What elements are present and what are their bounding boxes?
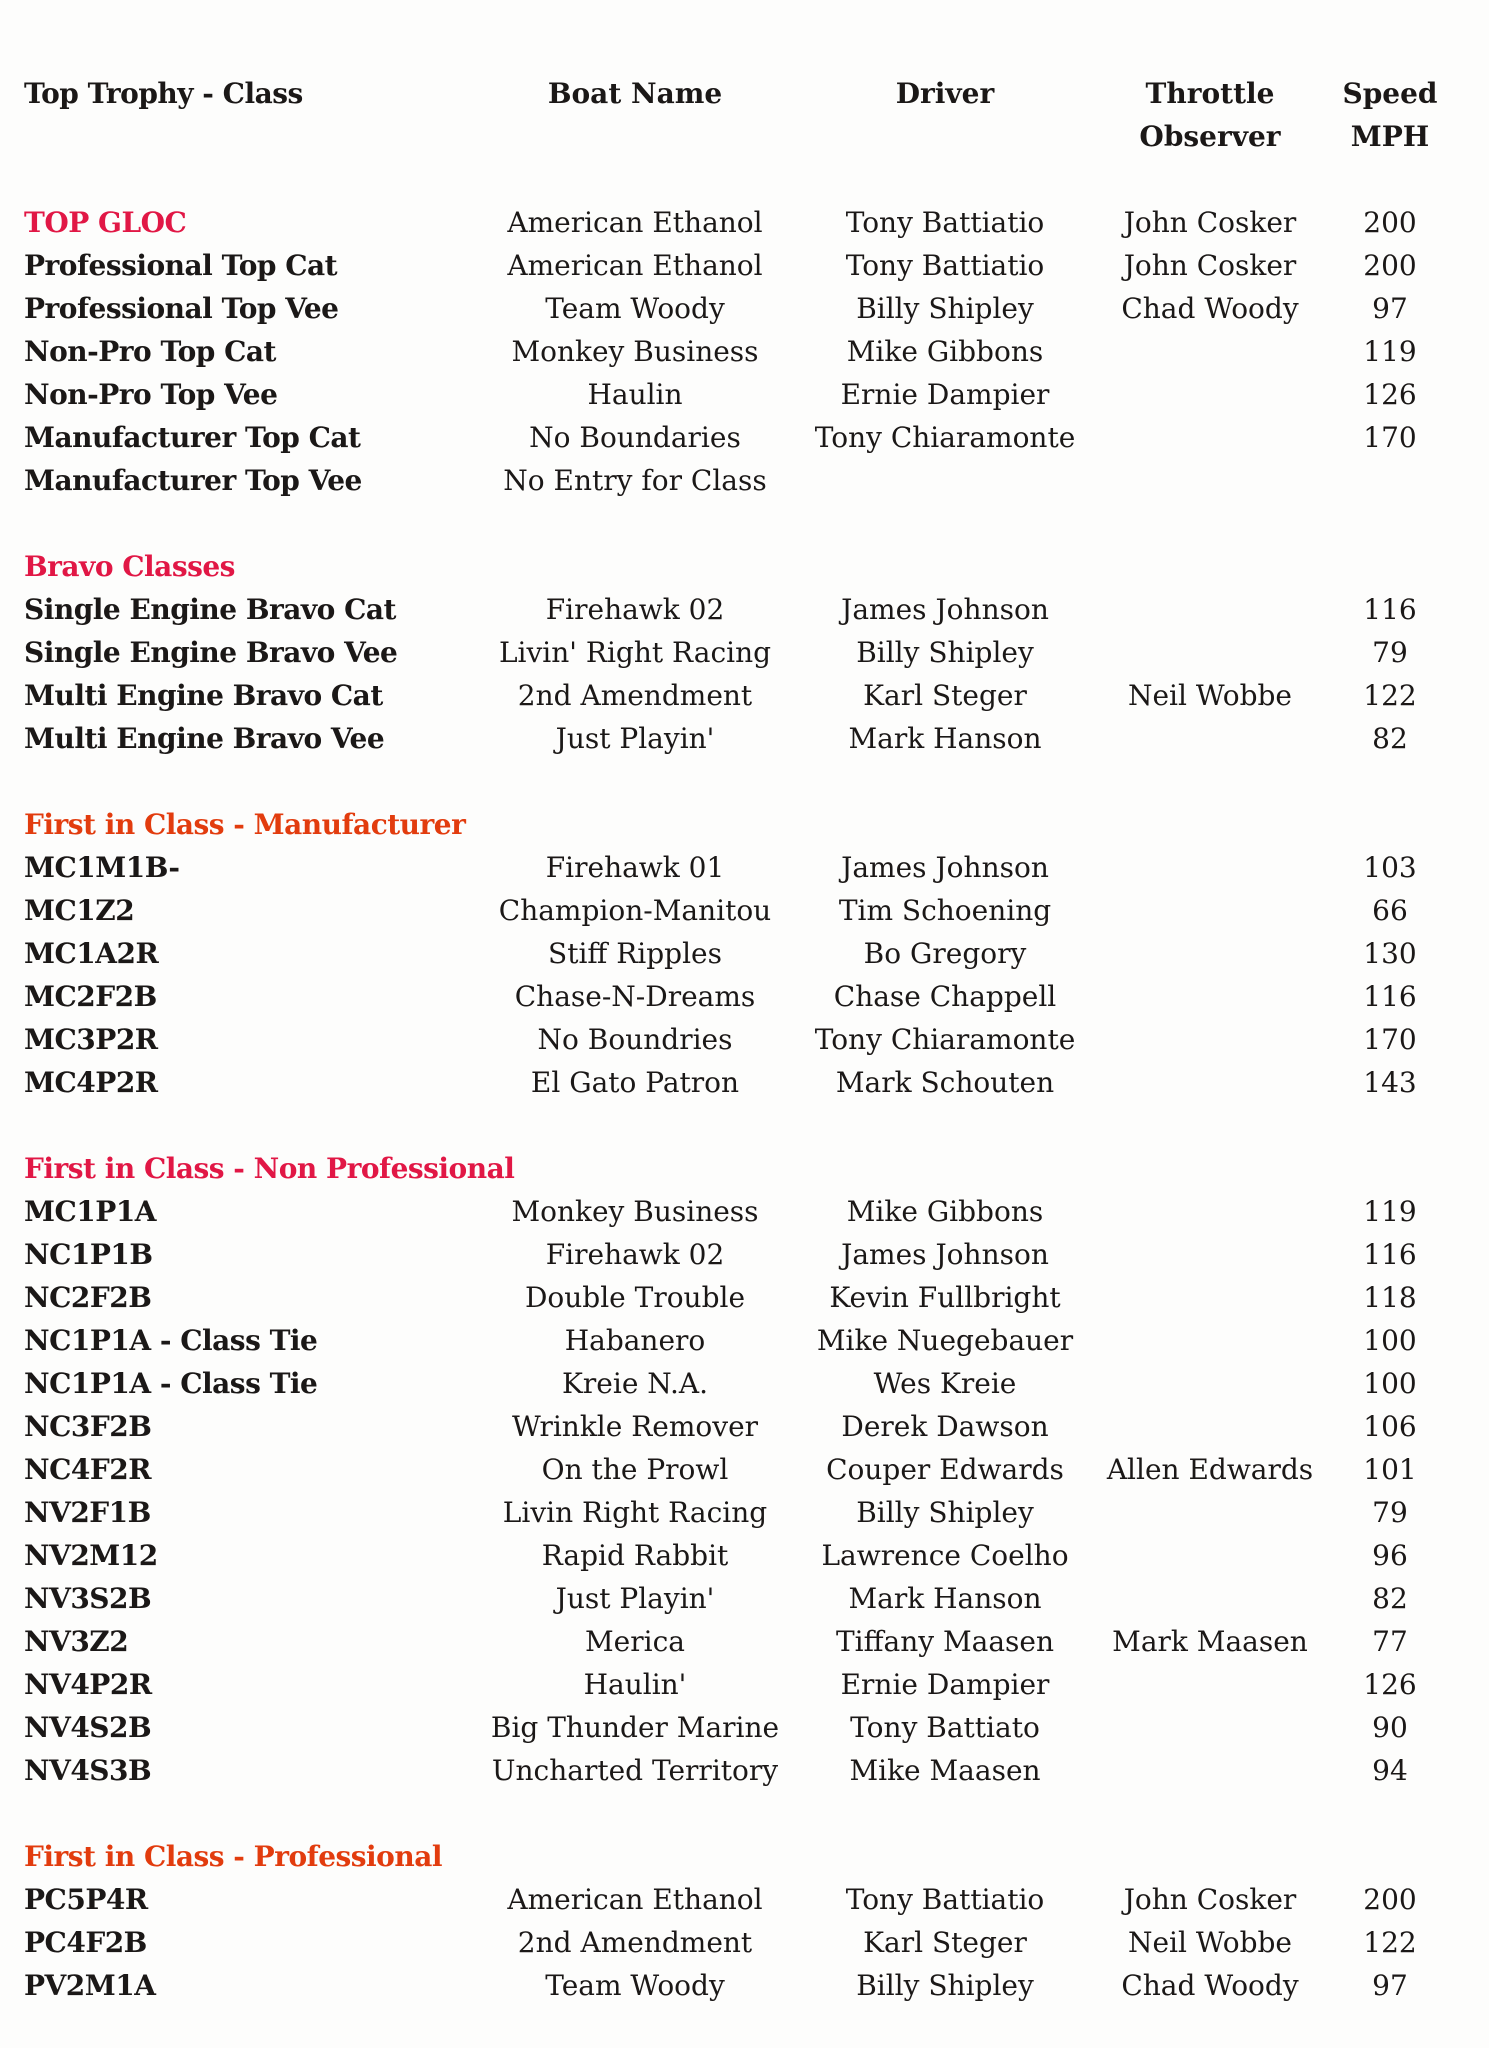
- section-title: First in Class - Non Professional: [24, 1152, 515, 1185]
- row-speed-mph: 116: [1363, 1238, 1417, 1271]
- row-class-label: NV2M12: [24, 1539, 158, 1572]
- row-class-label: Multi Engine Bravo Cat: [24, 679, 383, 712]
- row-driver-name: Mike Maasen: [849, 1754, 1041, 1787]
- row-boat-name: Champion-Manitou: [498, 894, 772, 927]
- row-boat-name: 2nd Amendment: [517, 1926, 753, 1959]
- row-boat-name: El Gato Patron: [530, 1066, 740, 1099]
- section-title: First in Class - Manufacturer: [24, 808, 466, 841]
- row-boat-name: Team Woody: [545, 1969, 725, 2002]
- row-class-label: NV4S3B: [24, 1754, 152, 1787]
- row-boat-name: Habanero: [564, 1324, 706, 1357]
- row-speed-mph: 97: [1372, 292, 1408, 325]
- header-speed-label: Speed: [1342, 77, 1438, 110]
- section-rows: [0, 588, 1489, 760]
- row-boat-name: Firehawk 02: [545, 1238, 725, 1271]
- row-class-label: PC5P4R: [24, 1883, 148, 1916]
- row-speed-mph: 170: [1363, 421, 1417, 454]
- results-section: [0, 201, 1489, 502]
- row-class-label: NC2F2B: [24, 1281, 152, 1314]
- row-speed-mph: 130: [1363, 937, 1417, 970]
- row-speed-mph: 122: [1363, 1926, 1417, 1959]
- row-speed-mph: 118: [1363, 1281, 1417, 1314]
- header-mph-label: MPH: [1350, 120, 1430, 153]
- row-speed-mph: 96: [1372, 1539, 1408, 1572]
- header-boat-label: Boat Name: [547, 77, 723, 110]
- row-driver-name: Kevin Fullbright: [829, 1281, 1061, 1314]
- table-row: [0, 1233, 1489, 1276]
- row-driver-name: James Johnson: [841, 1238, 1049, 1271]
- row-boat-name: Team Woody: [545, 292, 725, 325]
- section-rows: [0, 846, 1489, 1104]
- row-speed-mph: 82: [1372, 722, 1408, 755]
- section-title: First in Class - Professional: [24, 1840, 442, 1873]
- row-class-label: NC3F2B: [24, 1410, 152, 1443]
- table-row: [0, 846, 1489, 889]
- row-driver-name: Mike Nuegebauer: [816, 1324, 1074, 1357]
- row-boat-name: Stiff Ripples: [548, 937, 722, 970]
- row-class-label: Professional Top Vee: [24, 292, 339, 325]
- table-row: [0, 459, 1489, 502]
- row-boat-name: Just Playin': [555, 1582, 715, 1615]
- row-class-label: NV2F1B: [24, 1496, 151, 1529]
- row-class-label: NV4S2B: [24, 1711, 152, 1744]
- row-boat-name: Big Thunder Marine: [490, 1711, 780, 1744]
- results-section: [0, 803, 1489, 1104]
- section-title: Bravo Classes: [24, 550, 235, 583]
- row-boat-name: American Ethanol: [507, 1883, 763, 1916]
- row-boat-name: No Entry for Class: [503, 464, 767, 497]
- results-section: [0, 545, 1489, 760]
- table-row: [0, 1190, 1489, 1233]
- table-header-line1: [0, 72, 1489, 115]
- row-driver-name: Tony Battiatio: [845, 1883, 1045, 1916]
- table-row: [0, 889, 1489, 932]
- table-row: [0, 1448, 1489, 1491]
- row-boat-name: Kreie N.A.: [561, 1367, 709, 1400]
- row-driver-name: James Johnson: [841, 593, 1049, 626]
- table-row: [0, 1577, 1489, 1620]
- results-section: [0, 1835, 1489, 2007]
- row-driver-name: Ernie Dampier: [840, 378, 1050, 411]
- row-speed-mph: 66: [1372, 894, 1408, 927]
- row-boat-name: Livin Right Racing: [502, 1496, 768, 1529]
- row-throttle-observer: Chad Woody: [1121, 1969, 1299, 2002]
- row-speed-mph: 143: [1363, 1066, 1417, 1099]
- table-row: [0, 932, 1489, 975]
- table-row: [0, 674, 1489, 717]
- row-class-label: NC1P1A - Class Tie: [24, 1324, 318, 1357]
- row-boat-name: 2nd Amendment: [517, 679, 753, 712]
- row-boat-name: Firehawk 02: [545, 593, 725, 626]
- row-speed-mph: 103: [1363, 851, 1417, 884]
- row-speed-mph: 126: [1363, 1668, 1417, 1701]
- results-sections: [0, 201, 1489, 2007]
- row-driver-name: Billy Shipley: [856, 1496, 1034, 1529]
- row-speed-mph: 116: [1363, 980, 1417, 1013]
- table-row: [0, 1319, 1489, 1362]
- table-row: [0, 244, 1489, 287]
- row-class-label: MC1P1A: [24, 1195, 157, 1228]
- row-class-label: Manufacturer Top Cat: [24, 421, 361, 454]
- row-speed-mph: 106: [1363, 1410, 1417, 1443]
- row-class-label: NV3S2B: [24, 1582, 152, 1615]
- row-speed-mph: 90: [1372, 1711, 1408, 1744]
- row-class-label: PC4F2B: [24, 1926, 147, 1959]
- row-speed-mph: 116: [1363, 593, 1417, 626]
- row-speed-mph: 122: [1363, 679, 1417, 712]
- row-throttle-observer: John Cosker: [1123, 249, 1297, 282]
- row-driver-name: James Johnson: [841, 851, 1049, 884]
- row-class-label: TOP GLOC: [24, 206, 187, 239]
- row-class-label: Professional Top Cat: [24, 249, 338, 282]
- table-row: [0, 1534, 1489, 1577]
- row-class-label: MC2F2B: [24, 980, 157, 1013]
- row-speed-mph: 126: [1363, 378, 1417, 411]
- row-driver-name: Billy Shipley: [856, 292, 1034, 325]
- table-row: [0, 631, 1489, 674]
- row-speed-mph: 97: [1372, 1969, 1408, 2002]
- table-row: [0, 1749, 1489, 1792]
- row-boat-name: Chase-N-Dreams: [514, 980, 756, 1013]
- row-class-label: NV4P2R: [24, 1668, 152, 1701]
- row-boat-name: Wrinkle Remover: [511, 1410, 759, 1443]
- row-speed-mph: 82: [1372, 1582, 1408, 1615]
- table-row: [0, 1663, 1489, 1706]
- table-row: [0, 287, 1489, 330]
- row-boat-name: Firehawk 01: [545, 851, 725, 884]
- header-throttle-label: Throttle: [1145, 77, 1275, 110]
- row-driver-name: Chase Chappell: [833, 980, 1057, 1013]
- row-driver-name: Tiffany Maasen: [836, 1625, 1054, 1658]
- row-boat-name: On the Prowl: [541, 1453, 729, 1486]
- row-class-label: MC4P2R: [24, 1066, 158, 1099]
- row-driver-name: Mike Gibbons: [846, 1195, 1044, 1228]
- results-section: [0, 1147, 1489, 1792]
- table-row: [0, 717, 1489, 760]
- table-row: [0, 1276, 1489, 1319]
- row-boat-name: Double Trouble: [524, 1281, 746, 1314]
- row-throttle-observer: John Cosker: [1123, 1883, 1297, 1916]
- table-row: [0, 330, 1489, 373]
- row-speed-mph: 79: [1372, 636, 1408, 669]
- row-speed-mph: 200: [1363, 249, 1417, 282]
- row-throttle-observer: Mark Maasen: [1112, 1625, 1308, 1658]
- row-speed-mph: 79: [1372, 1496, 1408, 1529]
- section-rows: [0, 201, 1489, 502]
- row-speed-mph: 170: [1363, 1023, 1417, 1056]
- row-class-label: NC1P1B: [24, 1238, 153, 1271]
- row-class-label: PV2M1A: [24, 1969, 156, 2002]
- row-boat-name: Monkey Business: [511, 1195, 759, 1228]
- header-driver-label: Driver: [895, 77, 995, 110]
- row-throttle-observer: Neil Wobbe: [1127, 1926, 1293, 1959]
- row-speed-mph: 119: [1363, 1195, 1417, 1228]
- table-row: [0, 1620, 1489, 1663]
- row-class-label: Multi Engine Bravo Vee: [24, 722, 385, 755]
- table-row: [0, 1491, 1489, 1534]
- row-driver-name: Bo Gregory: [863, 937, 1027, 970]
- row-speed-mph: 200: [1363, 1883, 1417, 1916]
- row-throttle-observer: Chad Woody: [1121, 292, 1299, 325]
- row-boat-name: American Ethanol: [507, 206, 763, 239]
- row-boat-name: No Boundaries: [529, 421, 741, 454]
- row-speed-mph: 200: [1363, 206, 1417, 239]
- row-driver-name: Tim Schoening: [838, 894, 1052, 927]
- row-boat-name: No Boundries: [537, 1023, 733, 1056]
- row-driver-name: Tony Chiaramonte: [814, 421, 1076, 454]
- row-speed-mph: 100: [1363, 1367, 1417, 1400]
- row-driver-name: Karl Steger: [863, 1926, 1027, 1959]
- table-row: [0, 1921, 1489, 1964]
- row-class-label: NC1P1A - Class Tie: [24, 1367, 318, 1400]
- row-class-label: Non-Pro Top Cat: [24, 335, 276, 368]
- row-boat-name: Monkey Business: [511, 335, 759, 368]
- row-class-label: MC1A2R: [24, 937, 159, 970]
- row-driver-name: Lawrence Coelho: [821, 1539, 1069, 1572]
- table-row: [0, 1878, 1489, 1921]
- table-row: [0, 1018, 1489, 1061]
- table-row: [0, 1405, 1489, 1448]
- row-boat-name: Livin' Right Racing: [498, 636, 772, 669]
- table-row: [0, 1061, 1489, 1104]
- row-class-label: NV3Z2: [24, 1625, 129, 1658]
- section-rows: [0, 1190, 1489, 1792]
- row-class-label: Single Engine Bravo Cat: [24, 593, 396, 626]
- row-driver-name: Wes Kreie: [873, 1367, 1017, 1400]
- row-boat-name: Just Playin': [555, 722, 715, 755]
- table-row: [0, 1964, 1489, 2007]
- row-class-label: MC3P2R: [24, 1023, 158, 1056]
- table-row: [0, 588, 1489, 631]
- row-speed-mph: 119: [1363, 335, 1417, 368]
- row-class-label: Manufacturer Top Vee: [24, 464, 362, 497]
- row-driver-name: Mark Hanson: [848, 1582, 1042, 1615]
- row-driver-name: Couper Edwards: [826, 1453, 1064, 1486]
- table-row: [0, 416, 1489, 459]
- header-class-label: Top Trophy - Class: [24, 77, 303, 110]
- row-driver-name: Billy Shipley: [856, 1969, 1034, 2002]
- row-class-label: MC1Z2: [24, 894, 135, 927]
- row-driver-name: Tony Battiato: [850, 1711, 1040, 1744]
- row-driver-name: Derek Dawson: [841, 1410, 1049, 1443]
- row-boat-name: Merica: [585, 1625, 685, 1658]
- row-boat-name: Haulin: [587, 378, 683, 411]
- table-row: [0, 1706, 1489, 1749]
- row-driver-name: Karl Steger: [863, 679, 1027, 712]
- row-driver-name: Tony Battiatio: [845, 206, 1045, 239]
- table-row: [0, 975, 1489, 1018]
- row-class-label: NC4F2R: [24, 1453, 151, 1486]
- row-speed-mph: 101: [1363, 1453, 1417, 1486]
- table-header-line2: [0, 115, 1489, 158]
- row-boat-name: Rapid Rabbit: [541, 1539, 729, 1572]
- row-driver-name: Billy Shipley: [856, 636, 1034, 669]
- section-rows: [0, 1878, 1489, 2007]
- row-boat-name: Haulin': [583, 1668, 687, 1701]
- header-observer-label: Observer: [1139, 120, 1281, 153]
- row-class-label: Non-Pro Top Vee: [24, 378, 278, 411]
- row-driver-name: Mike Gibbons: [846, 335, 1044, 368]
- table-row: [0, 1362, 1489, 1405]
- row-throttle-observer: Allen Edwards: [1106, 1453, 1314, 1486]
- row-driver-name: Tony Chiaramonte: [814, 1023, 1076, 1056]
- row-driver-name: Mark Schouten: [835, 1066, 1055, 1099]
- row-boat-name: American Ethanol: [507, 249, 763, 282]
- row-throttle-observer: John Cosker: [1123, 206, 1297, 239]
- table-row: [0, 201, 1489, 244]
- row-throttle-observer: Neil Wobbe: [1127, 679, 1293, 712]
- table-row: [0, 373, 1489, 416]
- row-driver-name: Mark Hanson: [848, 722, 1042, 755]
- row-class-label: Single Engine Bravo Vee: [24, 636, 398, 669]
- row-speed-mph: 100: [1363, 1324, 1417, 1357]
- row-driver-name: Ernie Dampier: [840, 1668, 1050, 1701]
- row-class-label: MC1M1B-: [24, 851, 180, 884]
- row-driver-name: Tony Battiatio: [845, 249, 1045, 282]
- row-boat-name: Uncharted Territory: [491, 1754, 779, 1787]
- row-speed-mph: 94: [1372, 1754, 1408, 1787]
- row-speed-mph: 77: [1372, 1625, 1408, 1658]
